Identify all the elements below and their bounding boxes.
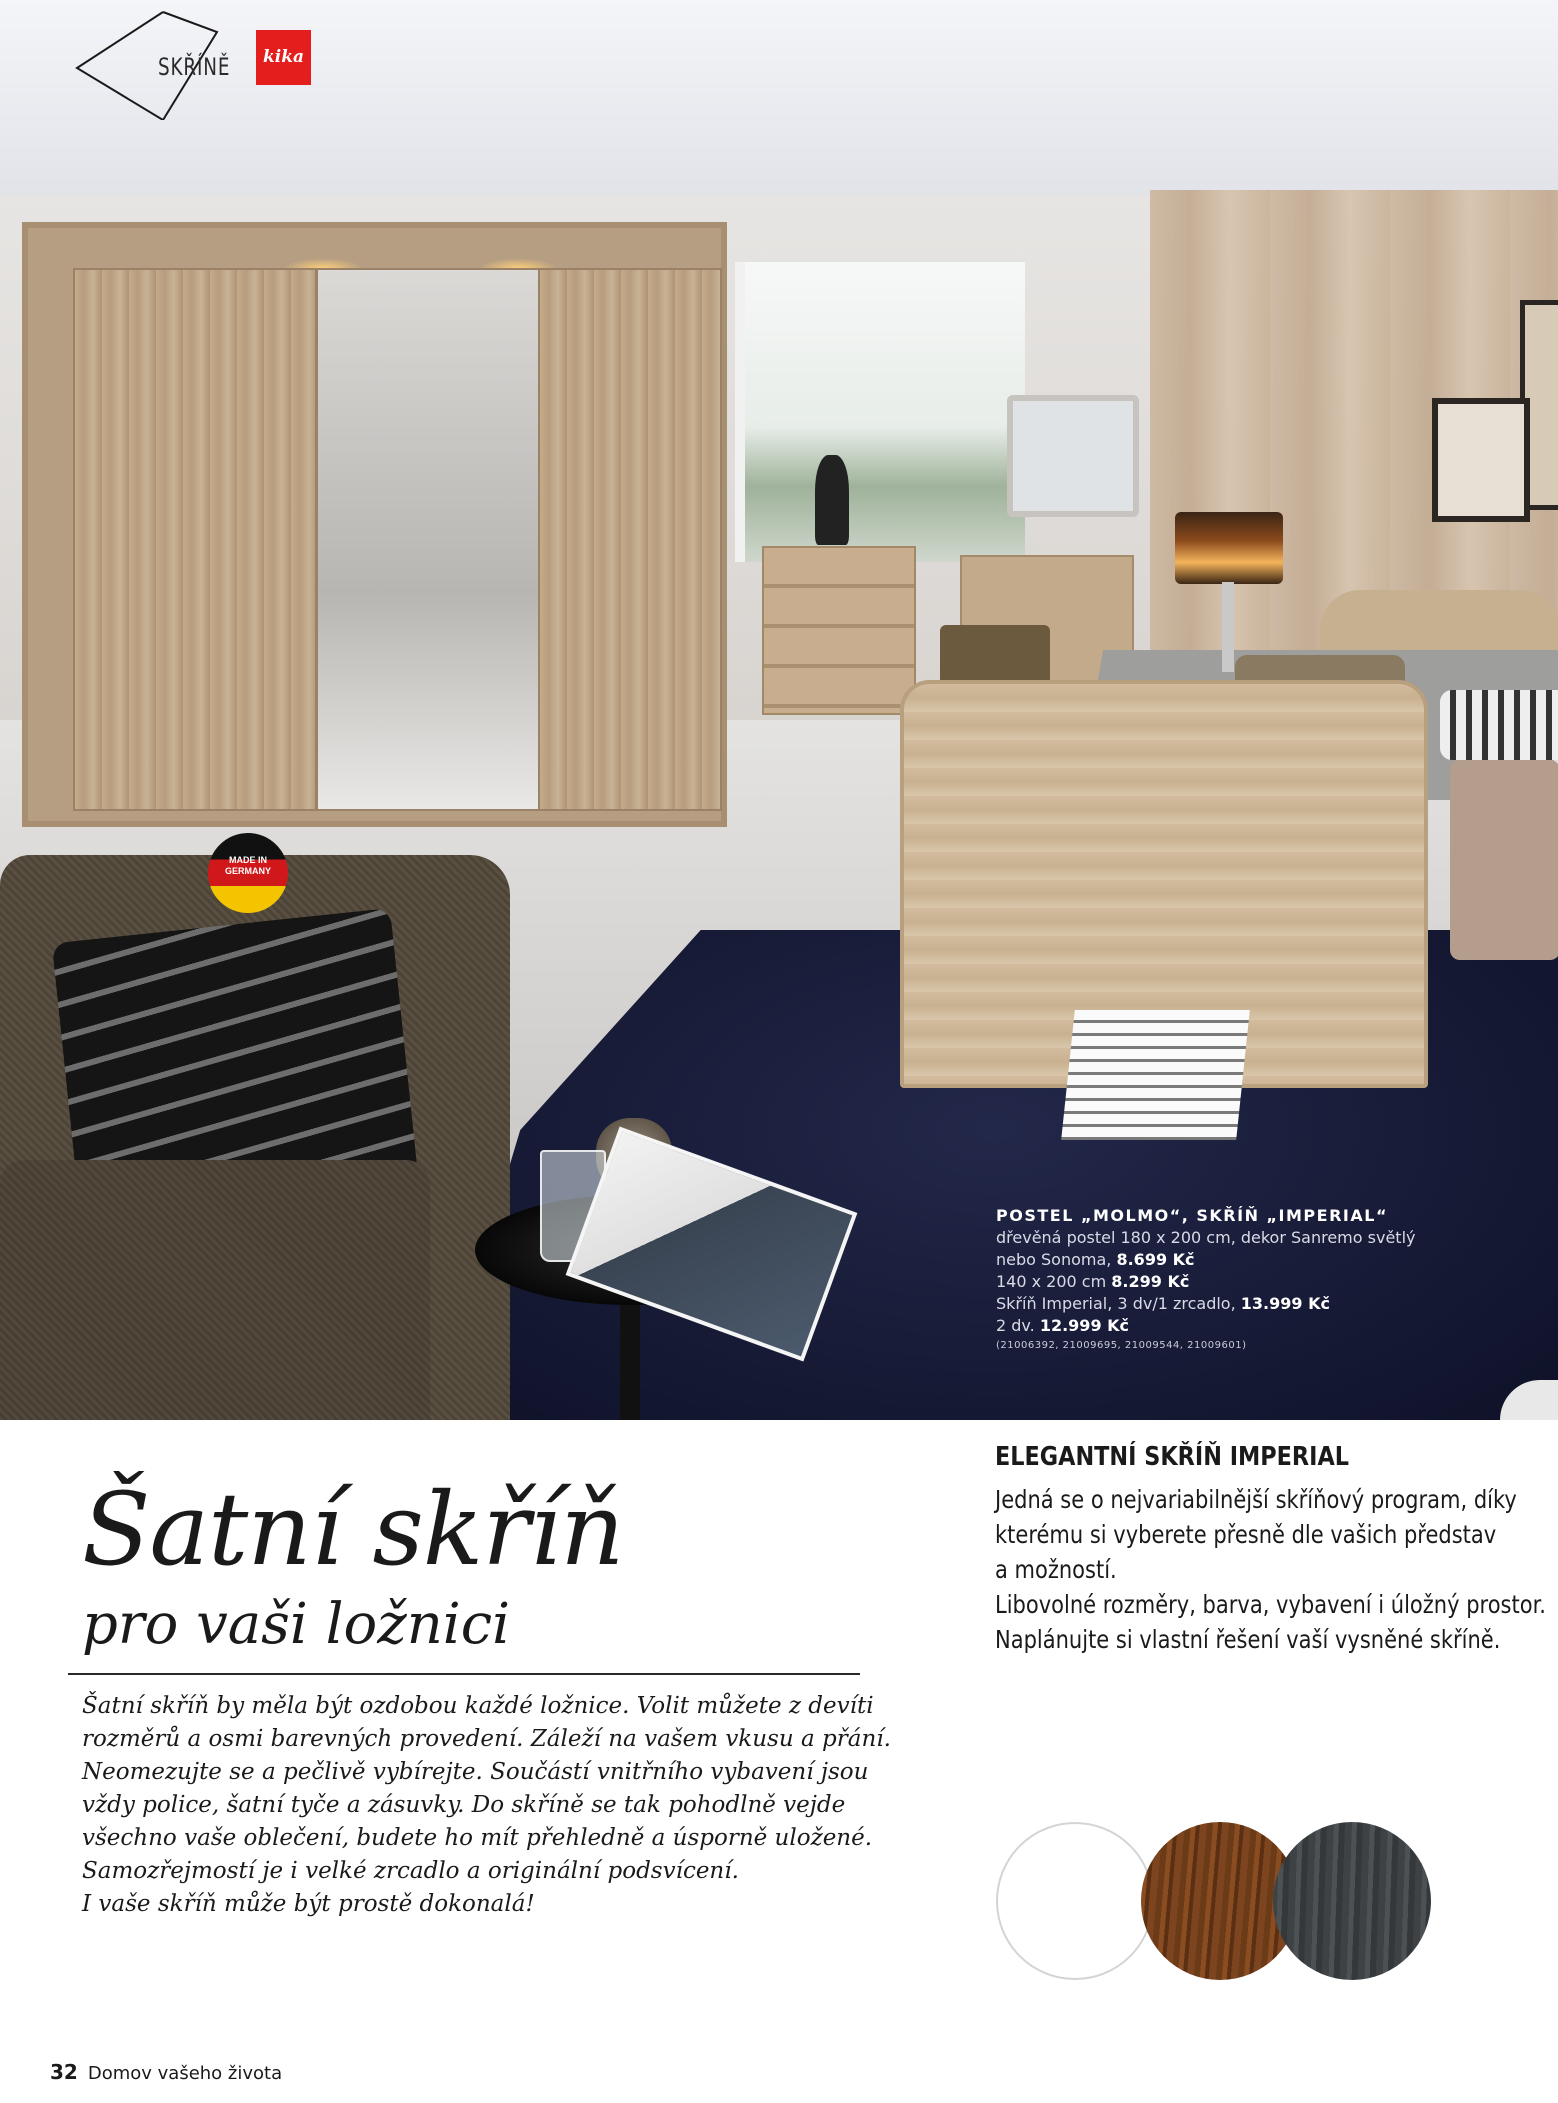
caption-text: 2 dv.	[996, 1316, 1035, 1335]
sidebar-line: Libovolné rozměry, barva, vybavení i úložný prostor.	[995, 1590, 1546, 1619]
caption-price: 12.999 Kč	[1039, 1316, 1130, 1335]
sidebar-line: kterému si vyberete přesně dle vašich představ	[995, 1520, 1497, 1549]
sidebar-line: a možností.	[995, 1555, 1117, 1584]
made-in-germany-badge	[208, 833, 288, 913]
bed-throw	[1450, 760, 1558, 960]
intro-line: I vaše skříň může být prostě dokonalá!	[82, 1891, 535, 1917]
sidebar-line: Naplánujte si vlastní řešení vaší vysněné skříně.	[995, 1625, 1501, 1654]
color-swatch-dark-grey	[1273, 1822, 1431, 1980]
divider	[68, 1673, 860, 1675]
photo-caption	[996, 1205, 1516, 1355]
sidebar-text	[995, 1482, 1555, 1657]
caption-text: 140 x 200 cm	[996, 1272, 1107, 1291]
page-subtitle: pro vaši ložnici	[82, 1592, 510, 1657]
caption-line	[996, 1249, 1516, 1271]
publication-name: Domov vašeho života	[87, 2063, 283, 2084]
sidebar-line: Jedná se o nejvariabilnější skříňový program, díky	[995, 1485, 1517, 1514]
vanity-mirror	[1007, 395, 1139, 517]
badge-line1: MADE IN	[229, 855, 267, 865]
intro-line: Šatní skříň by měla být ozdobou každé ložnice. Volit můžete z devíti	[82, 1693, 874, 1719]
intro-line: vždy police, šatní tyče a zásuvky. Do skříně se tak pohodlně vejde	[82, 1792, 846, 1818]
intro-line: Samozřejmostí je i velké zrcadlo a originální podsvícení.	[82, 1858, 739, 1884]
color-swatch-white	[996, 1822, 1154, 1980]
wardrobe-mirror-door	[316, 268, 540, 811]
caption-line: dřevěná postel 180 x 200 cm, dekor Sanremo světlý	[996, 1228, 1416, 1247]
side-table-leg	[620, 1290, 640, 1420]
lamp-stem	[1222, 582, 1234, 672]
vase	[815, 455, 849, 545]
armchair-arm	[0, 1160, 430, 1420]
caption-title: POSTEL „MOLMO“, SKŘÍŇ „IMPERIAL“	[996, 1206, 1388, 1225]
caption-line	[996, 1293, 1516, 1315]
page-title: Šatní skříň	[82, 1471, 624, 1588]
ceiling	[0, 0, 1558, 195]
kika-logo: kika	[256, 30, 311, 85]
intro-paragraph	[82, 1690, 891, 1921]
window	[735, 262, 1025, 562]
sidebar-title: ELEGANTNÍ SKŘÍŇ IMPERIAL	[995, 1442, 1350, 1472]
caption-price: 8.699 Kč	[1116, 1250, 1195, 1269]
page-footer	[50, 2060, 282, 2084]
wall-picture	[1432, 398, 1530, 522]
bed-pillow	[1440, 690, 1558, 760]
section-label: SKŘÍNĚ	[158, 53, 231, 81]
caption-text: Skříň Imperial, 3 dv/1 zrcadlo,	[996, 1294, 1236, 1313]
lamp-shade	[1175, 512, 1283, 584]
caption-text: nebo Sonoma,	[996, 1250, 1112, 1269]
chest-of-drawers	[762, 546, 916, 715]
caption-line	[996, 1271, 1516, 1293]
page-number: 32	[50, 2060, 78, 2084]
imperial-wardrobe	[22, 222, 727, 827]
wardrobe-door-right	[538, 268, 722, 811]
book-stack	[1061, 1010, 1250, 1140]
intro-line: Neomezujte se a pečlivě vybírejte. Součástí vnitřního vybavení jsou	[82, 1759, 869, 1785]
badge-line2: GERMANY	[224, 866, 271, 876]
intro-line: rozměrů a osmi barevných provedení. Záleží na vašem vkusu a přání.	[82, 1726, 891, 1752]
wardrobe-door-left	[73, 268, 317, 811]
caption-price: 8.299 Kč	[1111, 1272, 1190, 1291]
caption-line	[996, 1315, 1516, 1337]
intro-line: všechno vaše oblečení, budete ho mít přehledně a úsporně uložené.	[82, 1825, 873, 1851]
product-codes: (21006392, 21009695, 21009544, 21009601)	[996, 1340, 1247, 1351]
caption-price: 13.999 Kč	[1240, 1294, 1330, 1313]
